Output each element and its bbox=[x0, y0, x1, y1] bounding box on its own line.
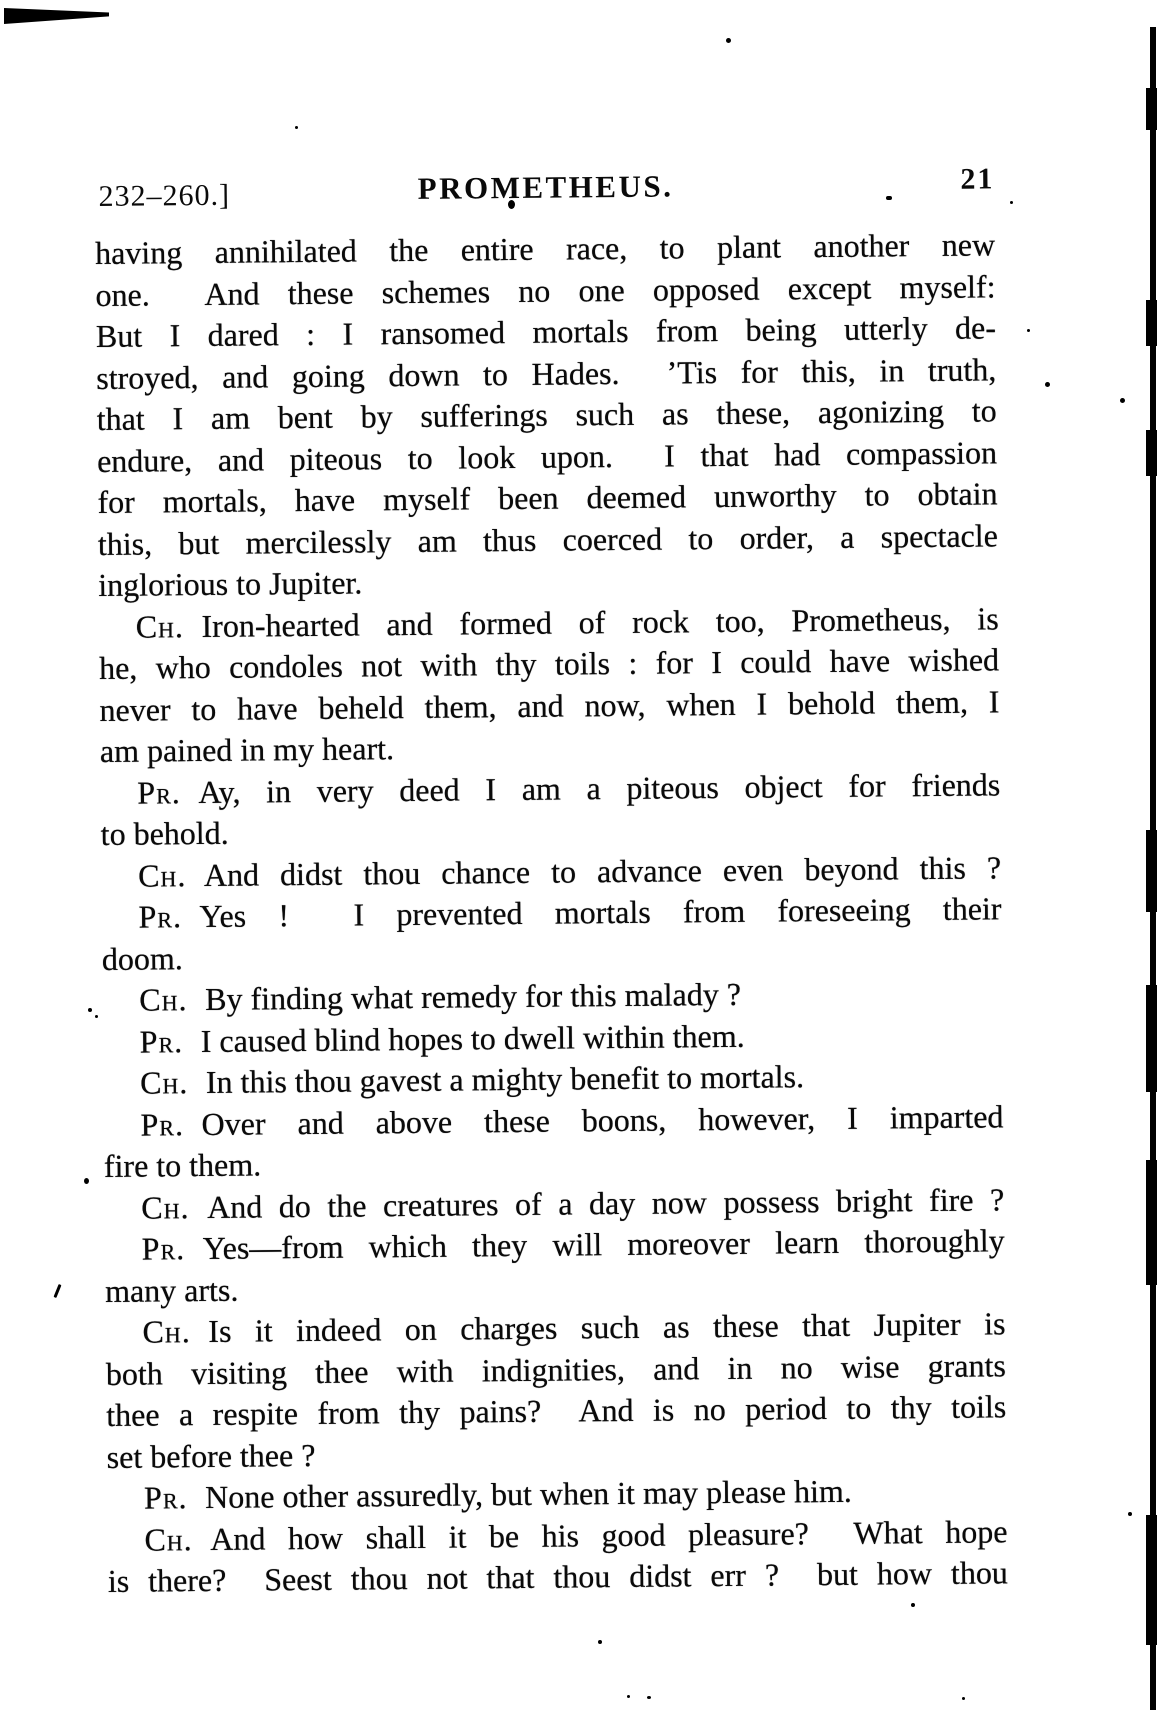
page-header bbox=[94, 162, 996, 218]
speaker-label: Pr. bbox=[143, 1479, 188, 1516]
text-line: Ch. By finding what remedy for this malady ? bbox=[139, 975, 742, 1018]
text-line: set before thee ? bbox=[106, 1436, 316, 1475]
text-line: thee a respite from thy pains? And is no period to thy toils bbox=[106, 1388, 1007, 1433]
speaker-label: Pr. bbox=[140, 1105, 185, 1143]
scan-speck bbox=[1128, 1512, 1132, 1516]
scan-speck bbox=[88, 1008, 92, 1012]
text-line: this, but mercilessly am thus coerced to order, a spectacle bbox=[97, 516, 999, 562]
scan-speck bbox=[53, 1284, 61, 1298]
text-line: to behold. bbox=[100, 814, 229, 852]
scan-artifact-bar-blob bbox=[1146, 430, 1157, 476]
scan-speck bbox=[1027, 329, 1030, 332]
text-line: many arts. bbox=[104, 1271, 239, 1309]
speaker-label: Pr. bbox=[141, 1230, 186, 1267]
header-line-range: 232–260.] bbox=[98, 178, 231, 213]
scan-artifact-bar-blob bbox=[1146, 985, 1157, 1092]
text-line: fire to them. bbox=[103, 1146, 262, 1184]
speaker-label: Ch. bbox=[139, 981, 188, 1018]
scan-artifact-bar-blob bbox=[1146, 830, 1157, 912]
text-line: that I am bent by sufferings such as these, agonizing to bbox=[96, 392, 997, 437]
text-line: But I dared : I ransomed mortals from being utterly de- bbox=[95, 309, 997, 354]
paragraph bbox=[99, 598, 1001, 773]
text-line: Ch. Is it indeed on charges such as these that Jupiter is bbox=[142, 1305, 1006, 1350]
text-line: having annihilated the entire race, to plant another new bbox=[94, 226, 996, 271]
text-line: one. And these schemes no one opposed except myself: bbox=[95, 267, 996, 313]
scan-speck bbox=[1045, 382, 1050, 387]
page-content bbox=[93, 0, 1011, 1710]
page-title: PROMETHEUS. bbox=[417, 168, 674, 206]
text-line: Pr. None other assuredly, but when it may please him. bbox=[143, 1472, 852, 1516]
speaker-label: Ch. bbox=[139, 1064, 189, 1101]
text-line: inglorious to Jupiter. bbox=[98, 564, 363, 603]
speaker-label: Pr. bbox=[137, 773, 181, 811]
text-line: stroyed, and going down to Hades. ’Tis for this, in truth, bbox=[96, 350, 997, 396]
speaker-label: Ch. bbox=[137, 856, 187, 894]
text-line: Ch. Iron-hearted and formed of rock too, Prometheus, is bbox=[135, 599, 999, 645]
text-line: is there? Seest thou not that thou didst err ? but how thou bbox=[107, 1554, 1009, 1599]
text-line: endure, and piteous to look upon. I that had compassion bbox=[96, 433, 998, 479]
text-line: he, who condoles not with thy toils : for I could have wished bbox=[98, 641, 1000, 686]
body-text bbox=[95, 224, 1008, 1602]
scan-speck bbox=[84, 1178, 89, 1184]
speaker-label: Ch. bbox=[135, 607, 185, 645]
text-line: never to have beheld them, and now, when I behold them, I bbox=[99, 682, 1000, 728]
text-line: Pr. I caused blind hopes to dwell within them. bbox=[139, 1017, 745, 1060]
text-line: Ch. And how shall it be his good pleasure? What hope bbox=[144, 1512, 1008, 1558]
speaker-label: Ch. bbox=[141, 1188, 190, 1226]
scan-artifact-bar-blob bbox=[1146, 1515, 1157, 1645]
scan-speck bbox=[1010, 201, 1013, 204]
paragraph bbox=[101, 888, 1002, 980]
text-line: doom. bbox=[101, 939, 183, 977]
scan-speck bbox=[1120, 398, 1125, 403]
speaker-label: Pr. bbox=[139, 1022, 184, 1060]
paragraph bbox=[103, 1096, 1004, 1188]
text-line: Ch. And do the creatures of a day now possess bright fire ? bbox=[141, 1180, 1005, 1226]
scan-artifact-bar-blob bbox=[1146, 300, 1157, 346]
text-line: Pr. Over and above these boons, however, I imparted bbox=[140, 1097, 1004, 1143]
page-number: 21 bbox=[960, 162, 995, 196]
paragraph bbox=[105, 1303, 1007, 1478]
scan-speck bbox=[95, 1015, 98, 1018]
text-line: both visiting thee with indignities, and in no wise grants bbox=[105, 1346, 1007, 1392]
scan-artifact-bar-blob bbox=[1146, 1160, 1157, 1285]
paragraph bbox=[104, 1220, 1005, 1312]
speaker-label: Ch. bbox=[144, 1520, 193, 1558]
text-line: Pr. Ay, in very deed I am a piteous object for friends bbox=[137, 765, 1001, 811]
scan-artifact-bar-blob bbox=[1146, 88, 1157, 130]
text-line: Ch. In this thou gavest a mighty benefit to mortals. bbox=[139, 1058, 805, 1101]
paragraph bbox=[107, 1511, 1008, 1603]
text-line: Pr. Yes—from which they will moreover learn thoroughly bbox=[141, 1222, 1005, 1267]
text-line: Ch. And didst thou chance to advance even beyond this ? bbox=[137, 848, 1002, 894]
speaker-label: Pr. bbox=[138, 898, 183, 935]
text-line: Pr. Yes ! I prevented mortals from foreseeing their bbox=[138, 890, 1002, 935]
speaker-label: Ch. bbox=[142, 1313, 191, 1350]
text-line: am pained in my heart. bbox=[99, 730, 395, 769]
paragraph bbox=[95, 224, 999, 606]
text-line: for mortals, have myself been deemed unworthy to obtain bbox=[97, 475, 998, 520]
paragraph bbox=[100, 764, 1001, 856]
